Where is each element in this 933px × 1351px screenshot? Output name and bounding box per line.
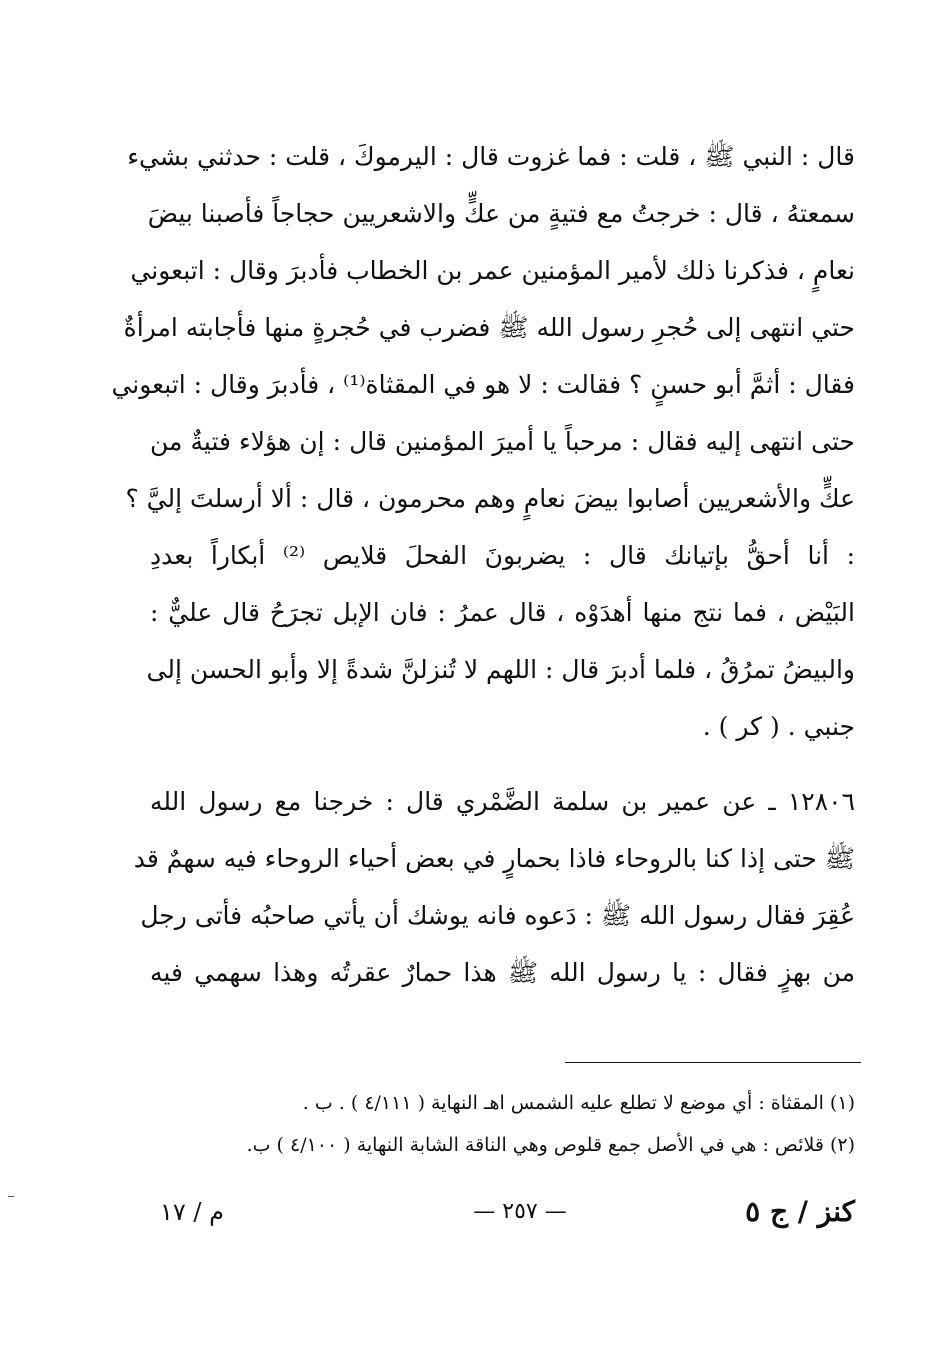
text-line: جنبي . ( كر ) . xyxy=(702,712,855,741)
text-line: حتى انتهى إليه فقال : مرحباً يا أميرَ المؤمنين قال : إن هؤلاء فتيةٌ من xyxy=(150,427,855,456)
page-footer xyxy=(150,1190,855,1234)
footnotes xyxy=(150,1082,855,1166)
footnote-2: (٢) قلائص : هي في الأصل جمع قلوص وهي الناقة الشابة النهاية ( ٤/١٠٠ ) ب. xyxy=(246,1134,855,1156)
signature-mark: كنز / ج ٥ xyxy=(745,1195,855,1228)
text-line: نعامٍ ، فذكرنا ذلك لأمير المؤمنين عمر بن الخطاب فأدبرَ وقال : اتبعوني xyxy=(130,256,855,285)
main-text xyxy=(111,128,855,1001)
text-line: فقال : أثمَّ أبو حسنٍ ؟ فقالت : لا هو في المقثاة⁽¹⁾ ، فأدبرَ وقال : اتبعوني xyxy=(111,370,855,399)
footnote-1: (١) المقثاة : أي موضع لا تطلع عليه الشمس اهـ النهاية ( ٤/١١١ ) . ب . xyxy=(302,1092,855,1114)
text-line: ﷺ حتى إذا كنا بالروحاء فاذا بحمارٍ في بعض أحياء الروحاء فيه سهمٌ قد xyxy=(133,844,855,873)
scan-speck xyxy=(8,1196,14,1197)
text-line: عكٍّ والأشعريين أصابوا بيضَ نعامٍ وهم محرمون ، قال : ألا أرسلتَ إليَّ ؟ xyxy=(125,484,855,513)
footnote-divider xyxy=(565,1062,861,1063)
text-line: البَيْض ، فما نتج منها أهدَوْه ، قال عمرُ : فان الإبل تجرَحُ قال عليٌّ : xyxy=(150,598,855,627)
text-line: من بهزٍ فقال : يا رسول الله ﷺ هذا حمارٌ عقرتُه وهذا سهمي فيه xyxy=(150,958,855,987)
text-line: ١٢٨٠٦ ـ عن عمير بن سلمة الضَّمْري قال : خرجنا مع رسول الله xyxy=(150,787,855,816)
text-line: قال : النبي ﷺ ، قلت : فما غزوت قال : اليرموكَ ، قلت : حدثني بشيء xyxy=(127,142,855,171)
text-line: سمعتهُ ، قال : خرجتُ مع فتيةٍ من عكٍّ والاشعريين حجاجاً فأصبنا بيضَ xyxy=(147,199,855,228)
text-line: عُقِرَ فقال رسول الله ﷺ : دَعوه فانه يوشك أن يأتي صاحبُه فأتى رجل xyxy=(140,901,855,930)
text-line: حتي انتهى إلى حُجرِ رسول الله ﷺ فضرب في حُجرةٍ منها فأجابته امرأةٌ xyxy=(123,313,855,342)
paragraph-gap xyxy=(150,755,855,773)
text-line: : أنا أحقُّ بإتيانك قال : يضربونَ الفحلَ قلايص ⁽²⁾ أبكاراً بعددِ xyxy=(150,541,855,570)
page-number: — ٢٥٧ — xyxy=(473,1199,567,1224)
text-line: والبيضُ تمرُقُ ، فلما أدبرَ قال : اللهم لا تُنزلنَّ شدةً إلا وأبو الحسن إلى xyxy=(146,655,855,684)
volume-mark: م / ١٧ xyxy=(160,1198,224,1226)
